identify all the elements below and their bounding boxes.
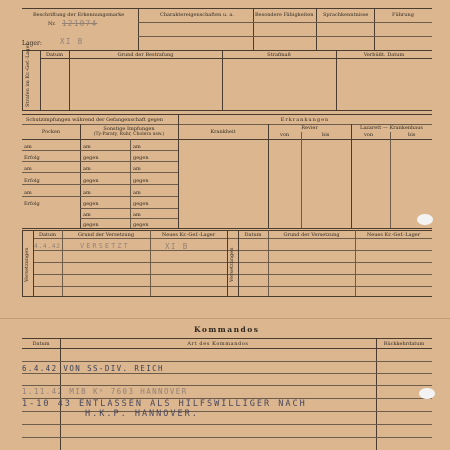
kommandos-col-rueckkehr: Rückkehrdatum [383, 341, 425, 347]
schutz-row-rule-7 [80, 218, 178, 219]
nr-value: 121074 [62, 19, 98, 28]
strafen-col-verbuesst: Verbüßt. Datum [363, 52, 405, 58]
kommandos-row-rule [22, 411, 432, 412]
pocken-row: am [24, 190, 32, 196]
kommandos-entry: 6.4.42 VON SS-DIV. REICH [22, 364, 164, 373]
sonstige-sublabel: (Ty-Paraty, Ruhr, Cholera usw.) [93, 132, 165, 137]
revier-bis: bis [322, 132, 330, 138]
sonstige-row: am [83, 212, 91, 218]
top-divider-4 [374, 8, 375, 50]
schutz-row-rule-6 [80, 208, 178, 209]
sonstige-row-2: am [133, 166, 141, 172]
top-divider-1 [138, 8, 139, 50]
sonstige-row: am [83, 166, 91, 172]
pocken-row: am [24, 144, 32, 150]
versetz-divider-d [238, 230, 239, 296]
sprachen-label: Sprachkenntnisse [323, 12, 369, 18]
lazarett-split [390, 132, 391, 228]
schutz-colhead-rule [22, 139, 432, 140]
nr-label: Nr. [48, 21, 56, 27]
strafen-col-grund: Grund der Bestrafung [117, 52, 174, 58]
versetz-divider-mid [227, 230, 228, 296]
lazarett-bis: bis [408, 132, 416, 138]
kommandos-row-rule [22, 424, 432, 425]
sonstige-row-2: gegen [133, 222, 149, 228]
sonstige-row: gegen [83, 155, 99, 161]
top-lower-rule [22, 50, 432, 51]
kommandos-top-rule [22, 338, 432, 339]
strafen-side-label: Strafen im Kr.-Gef.-Lager [25, 43, 31, 107]
versetz-divider-c [150, 230, 151, 296]
strafen-divider-1 [69, 50, 70, 110]
krank-divider-1 [268, 124, 269, 228]
revier-label: Revier [301, 125, 318, 131]
lager-value: XI B [60, 37, 84, 46]
versetz-row-rule-4 [33, 286, 432, 287]
versetz-entry-camp: XI B [165, 242, 189, 251]
strafen-bottom-rule [22, 110, 432, 111]
sonstige-row: gegen [83, 201, 99, 207]
kommandos-title: Kommandos [194, 325, 260, 334]
kommandos-row-rule [22, 385, 432, 386]
sonstige-label: Sonstige Impfungen [103, 126, 155, 132]
versetz-col-datum-right: Datum [244, 232, 262, 238]
kommandos-entry: 1-10 43 ENTLASSEN ALS HILFSWILLIGER NACH [22, 399, 307, 409]
versetz-entry-date: 4.4.42 [34, 242, 61, 250]
sonstige-row: gegen [83, 178, 99, 184]
pocken-row: Erfolg [24, 201, 40, 207]
revier-split [301, 132, 302, 228]
versetz-left-border [22, 230, 23, 296]
versetz-entry-reason: VERSETZT [80, 242, 130, 250]
sonstige-row-2: am [133, 144, 141, 150]
pocken-label: Pocken [41, 129, 61, 135]
kommandos-entry: 1.11.42 MIB Kᵒ 7603 HANNOVER [22, 387, 188, 396]
pocken-row: Erfolg [24, 178, 40, 184]
kommandos-row-rule [22, 373, 432, 374]
pocken-row: am [24, 166, 32, 172]
versetz-bottom-rule [22, 296, 432, 297]
erkrankungen-header: Erkrankungen [280, 117, 330, 123]
versetz-divider-f [355, 230, 356, 296]
sonstige-row: gegen [83, 222, 99, 228]
strafen-header-rule [40, 58, 432, 59]
schutz-row-rule-5 [22, 196, 178, 197]
sonstige-row-2: gegen [133, 201, 149, 207]
lazarett-label: Lazarett — Krankenhaus [360, 125, 423, 131]
versetz-col-grund-left: Grund der Versetzung [77, 232, 135, 238]
krank-divider-2 [351, 124, 352, 228]
strafen-left-border [22, 50, 23, 110]
faehigkeiten-label: Besondere Fähigkeiten [255, 12, 314, 18]
sonstige-row-2: gegen [133, 155, 149, 161]
charakter-label: Charaktereigenschaften u. a. [160, 12, 234, 18]
versetz-divider-a [33, 230, 34, 296]
schutz-divider-0 [80, 124, 81, 228]
schutz-top-rule [22, 114, 432, 115]
sonstige-row-2: gegen [133, 178, 149, 184]
lager-label: Lager: [22, 40, 42, 47]
schutz-row-rule-1 [22, 150, 178, 151]
top-subrule-2 [138, 36, 432, 37]
lazarett-von: von [364, 132, 374, 138]
versetz-divider-b [62, 230, 63, 296]
revier-von: von [280, 132, 290, 138]
schutz-row-rule-4 [22, 184, 178, 185]
strafen-divider-0 [40, 50, 41, 110]
sonstige-row-2: am [133, 212, 141, 218]
kommandos-row-rule [22, 361, 432, 362]
kommandos-header-rule [22, 348, 432, 349]
kommandos-row-rule [22, 437, 432, 438]
fuehrung-label: Führung [392, 12, 414, 18]
top-divider-2 [253, 8, 254, 50]
kommandos-divider-2 [376, 338, 377, 450]
kommandos-col-art: Art des Kommandos [187, 341, 249, 347]
punch-hole-bottom [419, 388, 435, 399]
versetz-col-lager-right: Neues Kr.-Gef.-Lager [366, 232, 421, 238]
schutz-row-rule-3 [22, 172, 178, 173]
versetz-side-label-left: Versetzungen [24, 247, 30, 282]
versetz-col-datum-left: Datum [39, 232, 56, 238]
sonstige-row: am [83, 144, 91, 150]
strafen-divider-2 [222, 50, 223, 110]
strafen-divider-3 [336, 50, 337, 110]
schutz-row-rule-2 [22, 161, 178, 162]
top-subrule [138, 22, 432, 23]
top-divider-3 [316, 8, 317, 50]
top-rule [22, 8, 432, 9]
schutz-header: Schutzimpfungen während der Gefangenschaft gegen [26, 117, 164, 123]
versetz-col-lager-left: Neues Kr.-Gef.-Lager [161, 232, 216, 238]
versetz-divider-e [268, 230, 269, 296]
kommandos-entry: H.K.P. HANNOVER. [85, 409, 199, 419]
erkennungsmarke-label: Beschriftung der Erkennungsmarke [33, 12, 125, 18]
krankheit-label: Krankheit [210, 129, 236, 135]
sonstige-row: am [83, 190, 91, 196]
strafen-col-strafmass: Strafmaß [267, 52, 291, 58]
versetz-header-rule [33, 238, 432, 239]
schutz-bottom-rule [22, 228, 432, 229]
versetz-side-label-right: Versetzungen [229, 247, 235, 282]
punch-hole [417, 214, 433, 225]
kommandos-col-datum: Datum [32, 341, 50, 347]
versetz-col-grund-right: Grund der Versetzung [283, 232, 340, 238]
fold-line [0, 318, 450, 319]
pocken-row: Erfolg [24, 155, 40, 161]
strafen-col-datum: Datum [46, 52, 63, 58]
sonstige-row-2: am [133, 190, 141, 196]
